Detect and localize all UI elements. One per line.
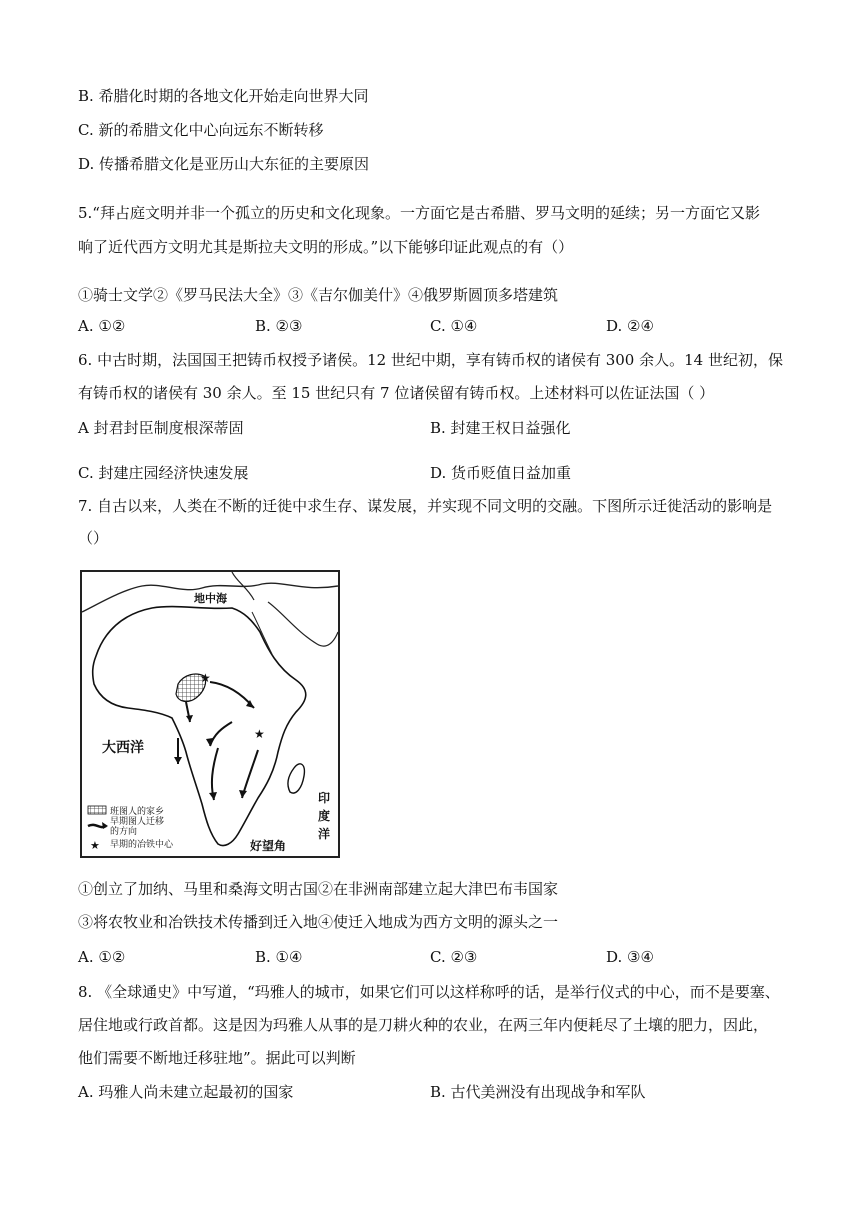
- q7-option-b: B. ①④: [255, 948, 303, 966]
- q4-option-c: C. 新的希腊文化中心向远东不断转移: [78, 121, 324, 139]
- q5-stem-line2: 响了近代西方文明尤其是斯拉夫文明的形成。”以下能够印证此观点的有（）: [78, 238, 574, 256]
- q7-items-line2: ③将农牧业和冶铁技术传播到迁入地④使迁入地成为西方文明的源头之一: [78, 913, 559, 931]
- q6-option-d: D. 货币贬值日益加重: [430, 464, 572, 482]
- q7-items-line1: ①创立了加纳、马里和桑海文明古国②在非洲南部建立起大津巴布韦国家: [78, 880, 559, 898]
- label-indian-ocean-1: 印: [318, 791, 331, 805]
- legend-iron-center: 早期的冶铁中心: [110, 840, 174, 850]
- label-mediterranean: 地中海: [194, 592, 227, 605]
- legend-direction: 的方向: [110, 827, 138, 837]
- legend-star-swatch: ★: [90, 839, 100, 852]
- q5-stem-line1: 5.“拜占庭文明并非一个孤立的历史和文化现象。一方面它是古希腊、罗马文明的延续；另一方面它又影: [78, 204, 760, 222]
- arabia-coast: [268, 602, 338, 646]
- legend-migration: 早期图人迁移: [110, 817, 165, 827]
- iron-center-star: ★: [200, 671, 211, 685]
- q5-option-d: D. ②④: [606, 317, 654, 335]
- q6-option-b: B. 封建王权日益强化: [430, 419, 571, 437]
- q8-stem-line1: 8. 《全球通史》中写道，“玛雅人的城市，如果它们可以这样称呼的话，是举行仪式的中心，而不是要塞、: [78, 983, 780, 1001]
- q5-items: ①骑士文学②《罗马民法大全》③《吉尔伽美什》④俄罗斯圆顶多塔建筑: [78, 286, 559, 304]
- q8-stem-line3: 他们需要不断地迁移驻地”。据此可以判断: [78, 1049, 356, 1067]
- q8-option-a: A. 玛雅人尚未建立起最初的国家: [78, 1083, 294, 1101]
- legend-homeland: 班图人的家乡: [110, 807, 165, 817]
- q6-option-c: C. 封建庄园经济快速发展: [78, 464, 249, 482]
- q4-option-d: D. 传播希腊文化是亚历山大东征的主要原因: [78, 155, 370, 173]
- label-cape: 好望角: [250, 839, 287, 853]
- q6-stem-line2: 有铸币权的诸侯有 30 余人。至 15 世纪只有 7 位诸侯留有铸币权。上述材料可以佐证法国（ ）: [78, 384, 715, 402]
- q7-option-d: D. ③④: [606, 948, 654, 966]
- q5-option-c: C. ①④: [430, 317, 478, 335]
- q7-stem-line2: （）: [78, 529, 109, 547]
- q5-option-a: A. ①②: [78, 317, 126, 335]
- africa-migration-map: [80, 570, 340, 858]
- q5-option-b: B. ②③: [255, 317, 303, 335]
- iron-center-star: ★: [254, 727, 265, 741]
- q8-stem-line2: 居住地或行政首都。这是因为玛雅人从事的是刀耕火种的农业，在两三年内便耗尽了土壤的肥力，因此，: [78, 1016, 769, 1034]
- madagascar: [288, 764, 304, 793]
- label-indian-ocean-3: 洋: [318, 827, 331, 841]
- q4-option-b: B. 希腊化时期的各地文化开始走向世界大同: [78, 87, 369, 105]
- q7-option-c: C. ②③: [430, 948, 478, 966]
- q6-stem-line1: 6. 中古时期，法国国王把铸币权授予诸侯。12 世纪中期，享有铸币权的诸侯有 300 余人。14 世纪初，保: [78, 351, 783, 369]
- q6-option-a: A 封君封臣制度根深蒂固: [78, 419, 244, 437]
- label-atlantic: 大西洋: [102, 740, 144, 756]
- q7-option-a: A. ①②: [78, 948, 126, 966]
- q8-option-b: B. 古代美洲没有出现战争和军队: [430, 1083, 646, 1101]
- q7-stem-line1: 7. 自古以来，人类在不断的迁徙中求生存、谋发展，并实现不同文明的交融。下图所示迁徙活动的影响是: [78, 497, 773, 515]
- label-indian-ocean-2: 度: [318, 809, 331, 823]
- legend-hatch-swatch: [88, 806, 106, 814]
